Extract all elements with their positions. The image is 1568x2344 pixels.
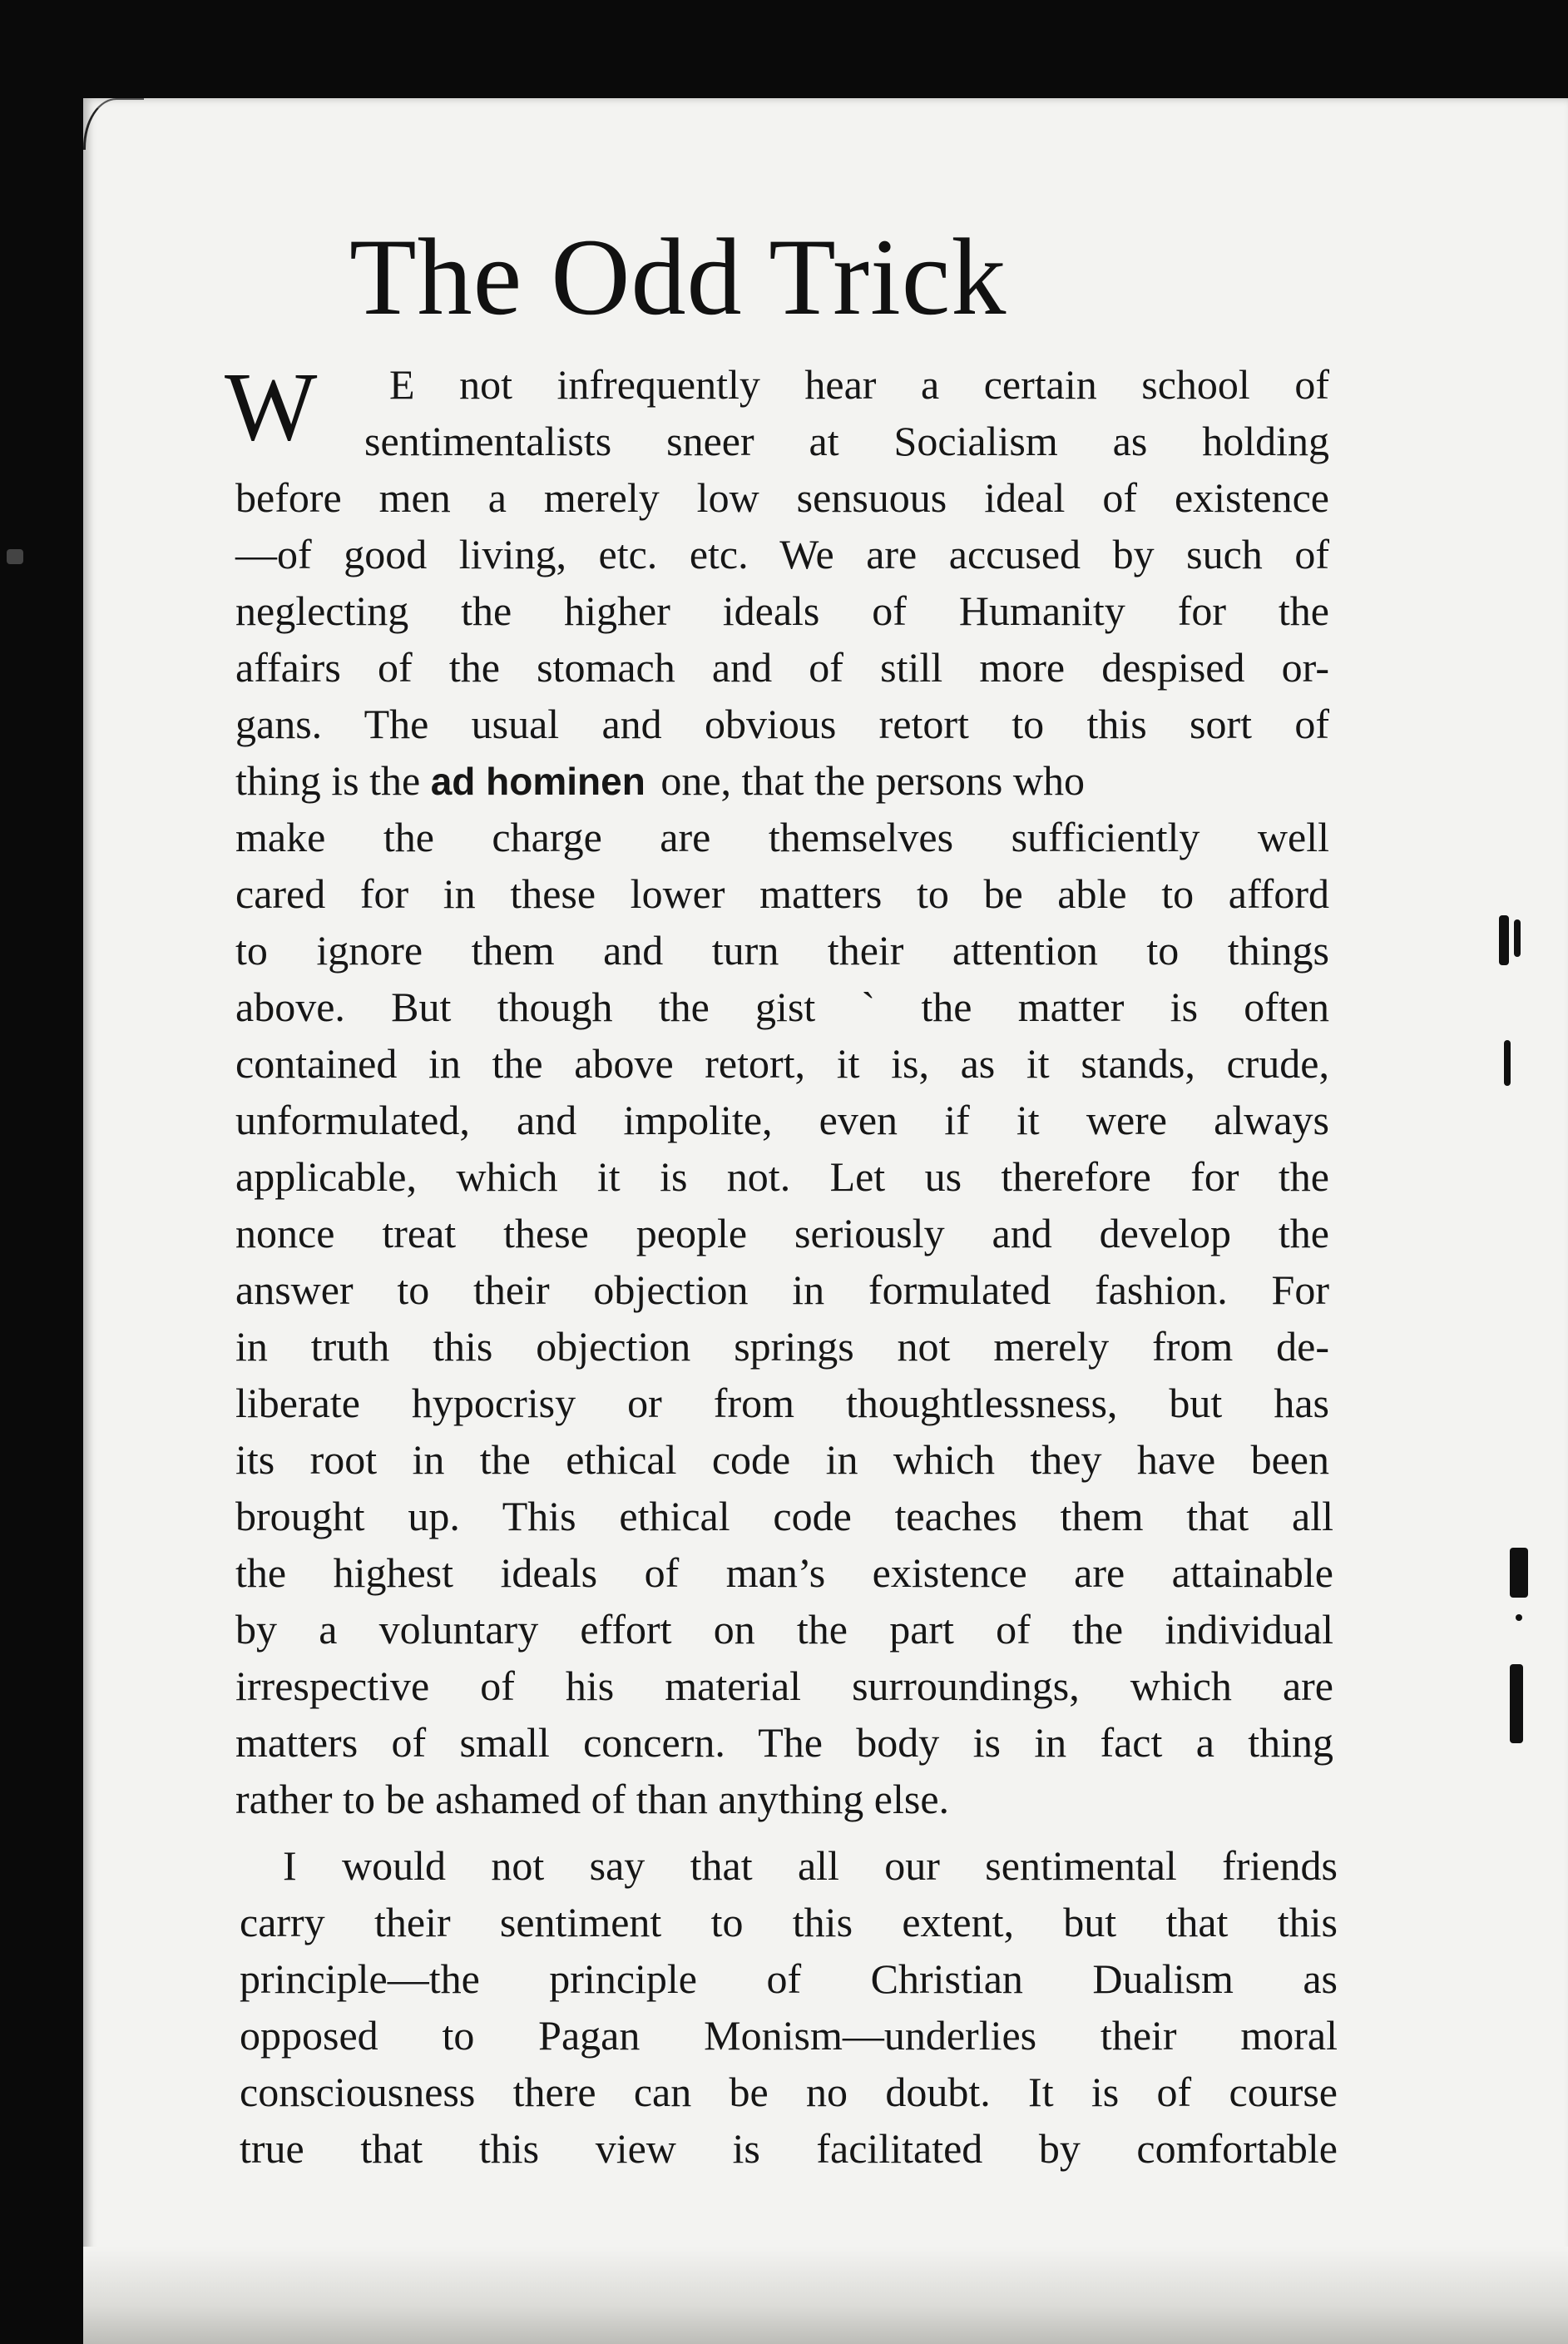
text-line: before men a merely low sensuous ideal of existence [235, 474, 1329, 521]
text-line: neglecting the higher ideals of Humanity for the [235, 587, 1329, 634]
text-line: I would not say that all our sentimental friends [283, 1842, 1338, 1889]
text-line: applicable, which it is not. Let us therefore for the [235, 1153, 1329, 1200]
text-line: E not infrequently hear a certain school of [389, 361, 1329, 408]
text-line: brought up. This ethical code teaches them that all [235, 1493, 1333, 1539]
text-line: gans. The usual and obvious retort to this sort of [235, 701, 1329, 747]
text-line: principle—the principle of Christian Dualism as [240, 1955, 1338, 2002]
text-span: thing is the [235, 757, 421, 804]
text-line: the highest ideals of man’s existence are attainable [235, 1549, 1333, 1596]
margin-ink-mark [1510, 1548, 1528, 1598]
text-line: by a voluntary effort on the part of the individual [235, 1606, 1333, 1653]
text-line: in truth this objection springs not merely from de- [235, 1323, 1329, 1370]
text-line: to ignore them and turn their attention to things [235, 927, 1329, 974]
text-line: its root in the ethical code in which they have been [235, 1436, 1329, 1483]
margin-ink-mark [1514, 919, 1521, 957]
text-line: nonce treat these people seriously and develop the [235, 1210, 1329, 1256]
text-line: unformulated, and impolite, even if it were always [235, 1097, 1329, 1143]
text-line: answer to their objection in formulated fashion. For [235, 1266, 1329, 1313]
emphasis-text: ad hominen [430, 760, 646, 803]
text-line: affairs of the stomach and of still more despised or- [235, 644, 1329, 691]
page-bottom-edge [83, 2247, 1568, 2344]
drop-cap: W [225, 352, 318, 461]
text-line: irrespective of his material surroundings, which are [235, 1663, 1333, 1709]
text-line: carry their sentiment to this extent, but that this [240, 1899, 1338, 1945]
text-line: consciousness there can be no doubt. It is of course [240, 2069, 1338, 2115]
text-line: opposed to Pagan Monism—underlies their moral [240, 2012, 1338, 2059]
margin-ink-mark [1499, 915, 1509, 965]
article-title: The Odd Trick [349, 216, 1007, 338]
text-line: contained in the above retort, it is, as it stands, crude, [235, 1040, 1329, 1087]
text-span: one, that the persons who [660, 757, 1085, 804]
text-line [235, 756, 1329, 806]
text-line: above. But though the gist ` the matter is often [235, 984, 1329, 1030]
margin-ink-mark [1516, 1614, 1522, 1621]
text-line: make the charge are themselves sufficiently well [235, 814, 1329, 860]
margin-ink-mark [1510, 1664, 1523, 1743]
text-line: matters of small concern. The body is in fact a thing [235, 1719, 1333, 1766]
text-line: —of good living, etc. etc. We are accused by such of [235, 531, 1329, 577]
margin-ink-mark [1504, 1040, 1511, 1086]
margin-ink-mark [7, 549, 23, 564]
text-line: rather to be ashamed of than anything else. [235, 1776, 950, 1822]
text-line: sentimentalists sneer at Socialism as holding [364, 418, 1329, 464]
text-line: true that this view is facilitated by comfortable [240, 2125, 1338, 2172]
text-line: cared for in these lower matters to be able to afford [235, 870, 1329, 917]
text-line: liberate hypocrisy or from thoughtlessness, but has [235, 1380, 1329, 1426]
